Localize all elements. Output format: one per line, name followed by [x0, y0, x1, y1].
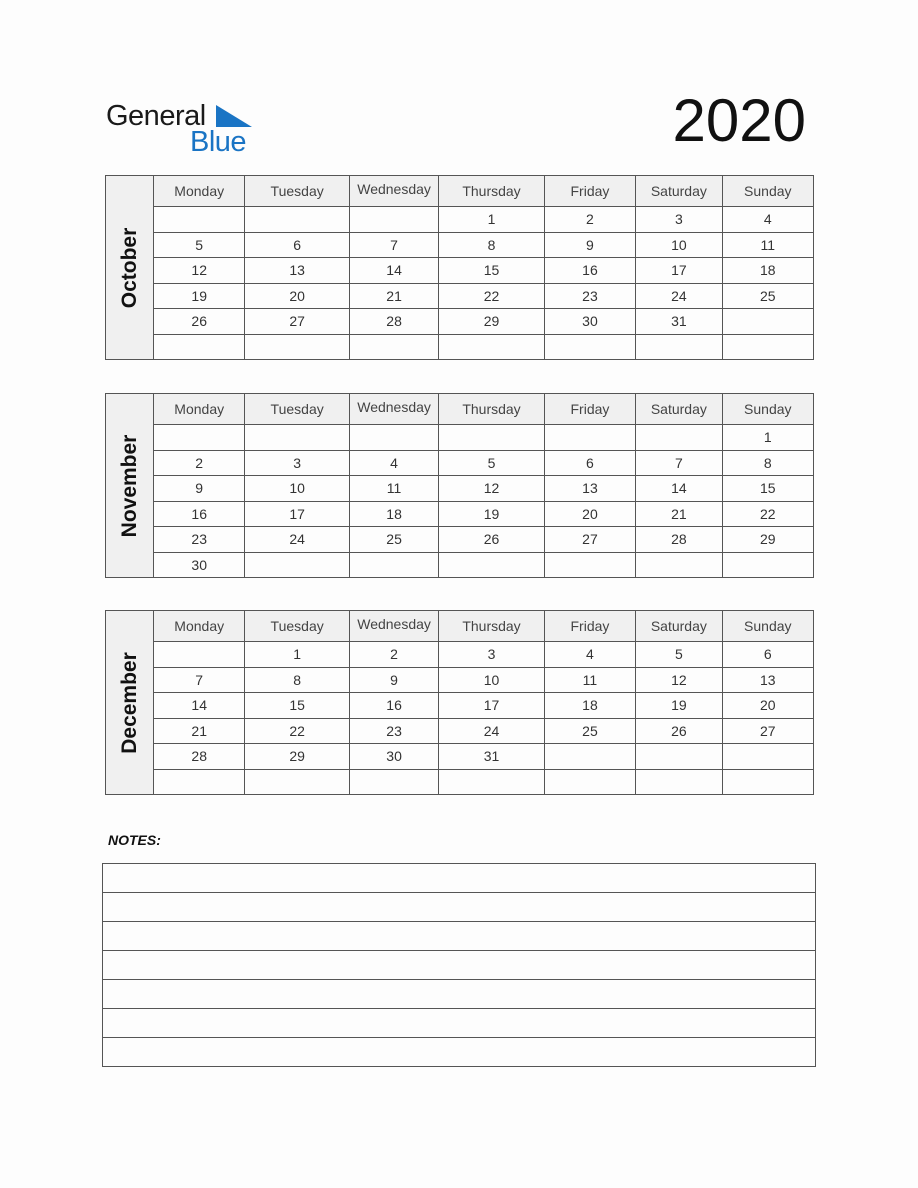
notes-line-cell[interactable]: [103, 893, 816, 922]
notes-line-cell[interactable]: [103, 864, 816, 893]
day-cell[interactable]: 29: [722, 527, 813, 553]
day-cell[interactable]: 4: [349, 450, 438, 476]
notes-line: [103, 980, 816, 1009]
weekday-sunday: Sunday: [722, 176, 813, 207]
day-cell[interactable]: 18: [544, 693, 635, 719]
brand-word-general: General: [106, 100, 206, 132]
weekday-header-row: [154, 611, 814, 642]
day-cell[interactable]: 28: [154, 744, 245, 770]
week-row: [154, 642, 814, 668]
week-row: [154, 450, 814, 476]
weekday-saturday: Saturday: [636, 394, 722, 425]
month-grid: [153, 175, 814, 360]
month-block-november: [105, 393, 814, 578]
day-cell[interactable]: [154, 769, 245, 795]
day-cell[interactable]: 30: [154, 552, 245, 578]
day-cell[interactable]: 20: [722, 693, 813, 719]
day-cell[interactable]: 5: [439, 450, 544, 476]
day-cell[interactable]: 21: [154, 718, 245, 744]
day-cell[interactable]: 23: [544, 283, 635, 309]
day-cell[interactable]: 13: [245, 258, 349, 284]
day-cell[interactable]: 17: [245, 501, 349, 527]
weekday-sunday: Sunday: [722, 611, 813, 642]
day-cell[interactable]: 26: [154, 309, 245, 335]
notes-line: [103, 951, 816, 980]
day-cell[interactable]: [245, 552, 349, 578]
day-cell[interactable]: 8: [439, 232, 544, 258]
day-cell[interactable]: 15: [439, 258, 544, 284]
day-cell[interactable]: [349, 425, 438, 451]
week-row: [154, 232, 814, 258]
week-row: [154, 258, 814, 284]
day-cell[interactable]: 18: [722, 258, 813, 284]
day-cell[interactable]: 21: [636, 501, 722, 527]
day-cell[interactable]: [349, 552, 438, 578]
day-cell[interactable]: 1: [722, 425, 813, 451]
month-name: December: [117, 651, 141, 754]
day-cell[interactable]: 8: [722, 450, 813, 476]
week-row: [154, 718, 814, 744]
weekday-friday: Friday: [544, 611, 635, 642]
day-cell[interactable]: 23: [154, 527, 245, 553]
week-row: [154, 769, 814, 795]
day-cell[interactable]: 14: [636, 476, 722, 502]
day-cell[interactable]: 30: [544, 309, 635, 335]
day-cell[interactable]: 12: [154, 258, 245, 284]
day-cell[interactable]: [722, 744, 813, 770]
day-cell[interactable]: [544, 552, 635, 578]
day-cell[interactable]: 27: [544, 527, 635, 553]
notes-table: [102, 863, 816, 1067]
day-cell[interactable]: 4: [544, 642, 635, 668]
day-cell[interactable]: 25: [349, 527, 438, 553]
day-cell[interactable]: 27: [245, 309, 349, 335]
weekday-tuesday: Tuesday: [245, 176, 349, 207]
day-cell[interactable]: 5: [154, 232, 245, 258]
month-side-label: [105, 610, 154, 795]
day-cell[interactable]: [636, 744, 722, 770]
day-cell[interactable]: [154, 642, 245, 668]
day-cell[interactable]: 11: [544, 667, 635, 693]
day-cell[interactable]: 5: [636, 642, 722, 668]
day-cell[interactable]: 11: [349, 476, 438, 502]
day-cell[interactable]: [439, 425, 544, 451]
weekday-thursday: Thursday: [439, 176, 544, 207]
notes-line: [103, 922, 816, 951]
weekday-header-row: [154, 176, 814, 207]
week-row: [154, 334, 814, 360]
day-cell[interactable]: 1: [439, 207, 544, 233]
day-cell[interactable]: [636, 425, 722, 451]
weekday-header-row: [154, 394, 814, 425]
notes-line: [103, 1009, 816, 1038]
day-cell[interactable]: [154, 425, 245, 451]
weekday-tuesday: Tuesday: [245, 394, 349, 425]
day-cell[interactable]: 11: [722, 232, 813, 258]
day-cell[interactable]: 19: [439, 501, 544, 527]
day-cell[interactable]: [722, 769, 813, 795]
day-cell[interactable]: 10: [439, 667, 544, 693]
day-cell[interactable]: [544, 334, 635, 360]
notes-label: NOTES:: [108, 832, 161, 848]
notes-line-cell[interactable]: [103, 1009, 816, 1038]
day-cell[interactable]: 13: [722, 667, 813, 693]
day-cell[interactable]: 28: [349, 309, 438, 335]
month-grid: [153, 393, 814, 578]
notes-line-cell[interactable]: [103, 980, 816, 1009]
weekday-wednesday: Wednesday: [349, 394, 438, 425]
day-cell[interactable]: [154, 334, 245, 360]
day-cell[interactable]: 17: [439, 693, 544, 719]
brand-word-blue: Blue: [190, 126, 247, 158]
day-cell[interactable]: 8: [245, 667, 349, 693]
day-cell[interactable]: [349, 769, 438, 795]
day-cell[interactable]: 14: [154, 693, 245, 719]
day-cell[interactable]: 16: [544, 258, 635, 284]
weekday-sunday: Sunday: [722, 394, 813, 425]
weekday-thursday: Thursday: [439, 611, 544, 642]
weekday-monday: Monday: [154, 176, 245, 207]
day-cell[interactable]: 7: [636, 450, 722, 476]
brand-triangle-icon: [216, 105, 252, 127]
day-cell[interactable]: 25: [544, 718, 635, 744]
day-cell[interactable]: [154, 207, 245, 233]
day-cell[interactable]: 3: [245, 450, 349, 476]
day-cell[interactable]: 25: [722, 283, 813, 309]
day-cell[interactable]: 24: [636, 283, 722, 309]
notes-line: [103, 864, 816, 893]
day-cell[interactable]: [245, 425, 349, 451]
day-cell[interactable]: 27: [722, 718, 813, 744]
day-cell[interactable]: [439, 334, 544, 360]
day-cell[interactable]: 2: [154, 450, 245, 476]
day-cell[interactable]: 16: [349, 693, 438, 719]
weekday-saturday: Saturday: [636, 176, 722, 207]
day-cell[interactable]: 31: [636, 309, 722, 335]
week-row: [154, 667, 814, 693]
day-cell[interactable]: [544, 425, 635, 451]
notes-line-cell[interactable]: [103, 951, 816, 980]
day-cell[interactable]: 7: [154, 667, 245, 693]
weekday-tuesday: Tuesday: [245, 611, 349, 642]
day-cell[interactable]: 2: [544, 207, 635, 233]
day-cell[interactable]: 1: [245, 642, 349, 668]
day-cell[interactable]: 3: [439, 642, 544, 668]
month-side-label: [105, 393, 154, 578]
month-block-october: [105, 175, 814, 360]
day-cell[interactable]: [636, 769, 722, 795]
week-row: [154, 552, 814, 578]
day-cell[interactable]: 18: [349, 501, 438, 527]
week-row: [154, 283, 814, 309]
week-row: [154, 476, 814, 502]
day-cell[interactable]: 21: [349, 283, 438, 309]
day-cell[interactable]: 12: [439, 476, 544, 502]
day-cell[interactable]: 26: [636, 718, 722, 744]
day-cell[interactable]: 30: [349, 744, 438, 770]
day-cell[interactable]: [544, 769, 635, 795]
day-cell[interactable]: 28: [636, 527, 722, 553]
day-cell[interactable]: 7: [349, 232, 438, 258]
day-cell[interactable]: 2: [349, 642, 438, 668]
day-cell[interactable]: 16: [154, 501, 245, 527]
day-cell[interactable]: 14: [349, 258, 438, 284]
week-row: [154, 527, 814, 553]
day-cell[interactable]: 29: [439, 309, 544, 335]
day-cell[interactable]: 9: [544, 232, 635, 258]
month-grid: [153, 610, 814, 795]
weekday-monday: Monday: [154, 394, 245, 425]
weekday-wednesday: Wednesday: [349, 611, 438, 642]
day-cell[interactable]: 29: [245, 744, 349, 770]
brand-logo: [106, 100, 256, 156]
day-cell[interactable]: 24: [245, 527, 349, 553]
notes-line: [103, 1038, 816, 1067]
day-cell[interactable]: 22: [722, 501, 813, 527]
day-cell[interactable]: [245, 207, 349, 233]
weekday-thursday: Thursday: [439, 394, 544, 425]
day-cell[interactable]: 20: [544, 501, 635, 527]
month-name: October: [117, 227, 141, 308]
day-cell[interactable]: 6: [722, 642, 813, 668]
day-cell[interactable]: 24: [439, 718, 544, 744]
day-cell[interactable]: 10: [245, 476, 349, 502]
day-cell[interactable]: [544, 744, 635, 770]
day-cell[interactable]: 6: [544, 450, 635, 476]
day-cell[interactable]: [722, 552, 813, 578]
day-cell[interactable]: [245, 334, 349, 360]
day-cell[interactable]: [439, 769, 544, 795]
weekday-monday: Monday: [154, 611, 245, 642]
weekday-wednesday: Wednesday: [349, 176, 438, 207]
day-cell[interactable]: [349, 334, 438, 360]
weekday-friday: Friday: [544, 176, 635, 207]
month-block-december: [105, 610, 814, 795]
week-row: [154, 309, 814, 335]
day-cell[interactable]: [439, 552, 544, 578]
day-cell[interactable]: [636, 552, 722, 578]
week-row: [154, 693, 814, 719]
day-cell[interactable]: 22: [245, 718, 349, 744]
day-cell[interactable]: 9: [349, 667, 438, 693]
day-cell[interactable]: 15: [722, 476, 813, 502]
day-cell[interactable]: 3: [636, 207, 722, 233]
week-row: [154, 744, 814, 770]
day-cell[interactable]: 19: [154, 283, 245, 309]
day-cell[interactable]: 10: [636, 232, 722, 258]
month-side-label: [105, 175, 154, 360]
notes-line: [103, 893, 816, 922]
day-cell[interactable]: 31: [439, 744, 544, 770]
day-cell[interactable]: 15: [245, 693, 349, 719]
notes-line-cell[interactable]: [103, 1038, 816, 1067]
month-name: November: [117, 434, 141, 537]
day-cell[interactable]: 20: [245, 283, 349, 309]
day-cell[interactable]: 13: [544, 476, 635, 502]
day-cell[interactable]: [245, 769, 349, 795]
day-cell[interactable]: [349, 207, 438, 233]
notes-line-cell[interactable]: [103, 922, 816, 951]
day-cell[interactable]: 9: [154, 476, 245, 502]
day-cell[interactable]: 19: [636, 693, 722, 719]
day-cell[interactable]: 4: [722, 207, 813, 233]
week-row: [154, 501, 814, 527]
week-row: [154, 425, 814, 451]
day-cell[interactable]: [722, 309, 813, 335]
day-cell[interactable]: 26: [439, 527, 544, 553]
day-cell[interactable]: [636, 334, 722, 360]
day-cell[interactable]: 23: [349, 718, 438, 744]
day-cell[interactable]: 6: [245, 232, 349, 258]
weekday-saturday: Saturday: [636, 611, 722, 642]
weekday-friday: Friday: [544, 394, 635, 425]
day-cell[interactable]: [722, 334, 813, 360]
year-title: 2020: [672, 87, 806, 154]
day-cell[interactable]: 22: [439, 283, 544, 309]
week-row: [154, 207, 814, 233]
day-cell[interactable]: 17: [636, 258, 722, 284]
day-cell[interactable]: 12: [636, 667, 722, 693]
